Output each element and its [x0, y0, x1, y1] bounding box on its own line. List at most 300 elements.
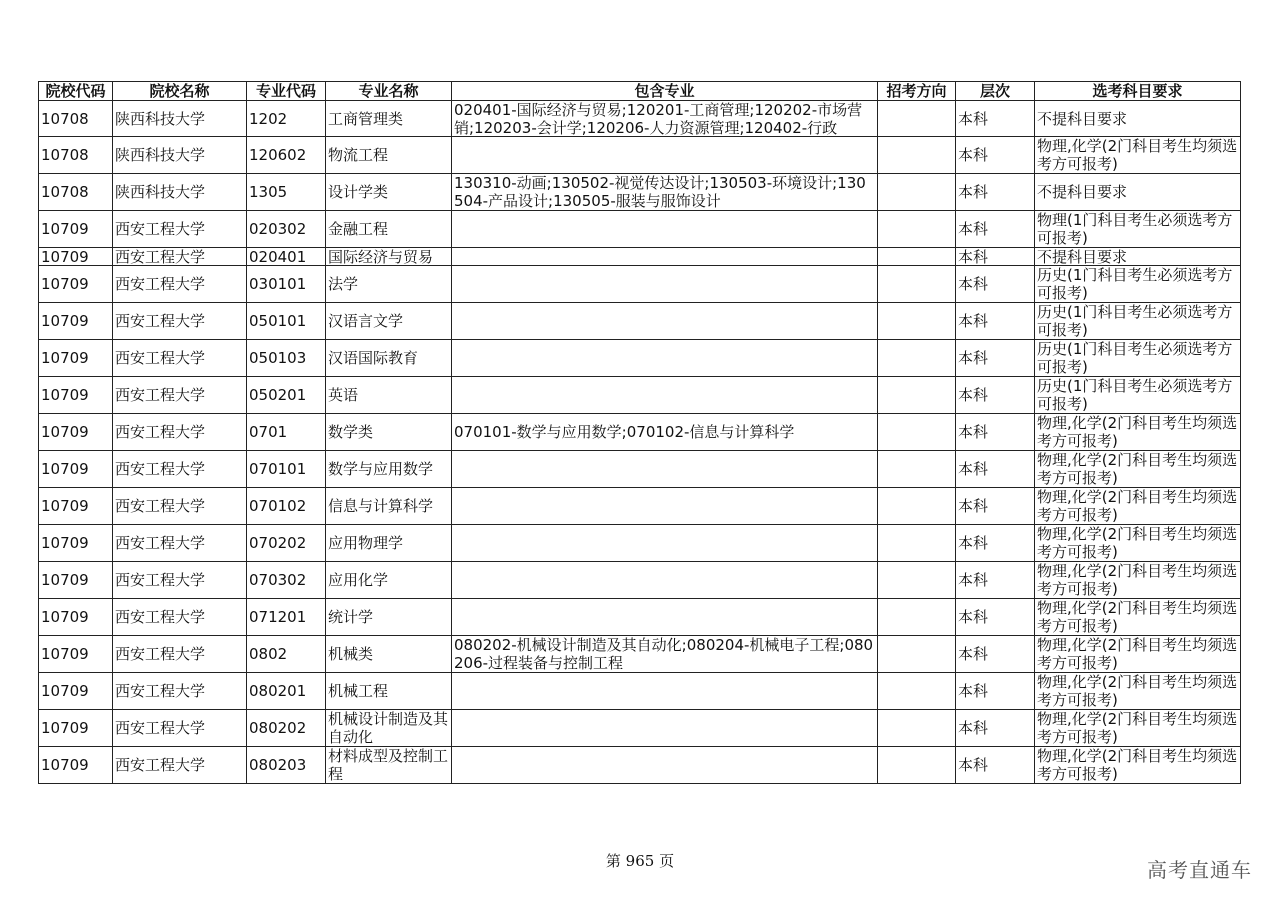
cell-school-name [113, 525, 247, 562]
cell-text: 陕西科技大学 [115, 183, 206, 201]
cell-school-code [39, 377, 113, 414]
cell-major-name [326, 174, 452, 211]
cell-level [956, 525, 1035, 562]
cell-school-name [113, 377, 247, 414]
cell-text: 物理,化学(2门科目考生均须选考方可报考) [1037, 451, 1238, 487]
cell-included-majors [452, 414, 878, 451]
cell-major-name [326, 673, 452, 710]
cell-school-name [113, 673, 247, 710]
cell-text: 西安工程大学 [115, 275, 206, 293]
cell-direction [878, 636, 956, 673]
cell-subject-requirement [1035, 451, 1241, 488]
cell-text: 历史(1门科目考生必须选考方可报考) [1037, 303, 1233, 339]
cell-school-name [113, 636, 247, 673]
cell-text: 10709 [41, 460, 89, 478]
cell-text: 历史(1门科目考生必须选考方可报考) [1037, 266, 1233, 302]
cell-text: 本科 [958, 275, 989, 293]
cell-text: 陕西科技大学 [115, 109, 206, 128]
cell-included-majors [452, 248, 878, 266]
cell-direction [878, 599, 956, 636]
cell-school-name [113, 248, 247, 266]
cell-major-code [247, 303, 326, 340]
cell-major-code [247, 211, 326, 248]
cell-level [956, 211, 1035, 248]
cell-text: 0701 [249, 423, 288, 441]
cell-level [956, 303, 1035, 340]
table-body [39, 101, 1241, 784]
cell-major-name [326, 747, 452, 784]
cell-major-code [247, 174, 326, 211]
cell-school-name [113, 599, 247, 636]
cell-text: 不提科目要求 [1037, 248, 1128, 265]
cell-text: 国际经济与贸易 [328, 248, 434, 265]
cell-major-code [247, 340, 326, 377]
cell-major-name [326, 599, 452, 636]
cell-level [956, 562, 1035, 599]
cell-level [956, 636, 1035, 673]
cell-school-name [113, 303, 247, 340]
header-direction: 招考方向 [878, 82, 956, 101]
cell-text: 西安工程大学 [115, 682, 206, 700]
cell-text: 西安工程大学 [115, 312, 206, 330]
cell-direction [878, 488, 956, 525]
cell-major-code [247, 710, 326, 747]
cell-text: 西安工程大学 [115, 719, 206, 737]
cell-level [956, 673, 1035, 710]
cell-included-majors [452, 673, 878, 710]
cell-major-code [247, 266, 326, 303]
cell-major-name [326, 488, 452, 525]
cell-text: 10709 [41, 275, 89, 293]
cell-included-majors [452, 525, 878, 562]
cell-school-name [113, 562, 247, 599]
table-row [39, 266, 1241, 303]
cell-major-name [326, 266, 452, 303]
cell-text: 应用物理学 [328, 534, 404, 552]
header-school-name: 院校名称 [113, 82, 247, 101]
cell-subject-requirement [1035, 488, 1241, 525]
cell-text: 070101-数学与应用数学;070102-信息与计算科学 [454, 423, 795, 441]
admissions-table [38, 81, 1241, 784]
cell-major-code [247, 599, 326, 636]
cell-direction [878, 101, 956, 137]
cell-direction [878, 562, 956, 599]
cell-text: 物流工程 [328, 146, 389, 164]
cell-text: 物理,化学(2门科目考生均须选考方可报考) [1037, 673, 1238, 709]
table-row [39, 248, 1241, 266]
cell-level [956, 340, 1035, 377]
cell-school-code [39, 174, 113, 211]
cell-major-code [247, 451, 326, 488]
cell-direction [878, 174, 956, 211]
cell-major-name [326, 636, 452, 673]
cell-text: 本科 [958, 571, 989, 589]
cell-text: 020401 [249, 248, 307, 265]
cell-major-name [326, 562, 452, 599]
cell-text: 070202 [249, 534, 307, 552]
cell-school-code [39, 266, 113, 303]
cell-major-name [326, 340, 452, 377]
cell-text: 10709 [41, 534, 89, 552]
table-row [39, 451, 1241, 488]
cell-text: 金融工程 [328, 220, 389, 238]
cell-level [956, 101, 1035, 137]
cell-school-code [39, 488, 113, 525]
cell-school-code [39, 525, 113, 562]
cell-text: 070302 [249, 571, 307, 589]
cell-direction [878, 525, 956, 562]
cell-text: 西安工程大学 [115, 248, 206, 265]
cell-major-name [326, 710, 452, 747]
cell-text: 10709 [41, 645, 89, 663]
cell-text: 本科 [958, 497, 989, 515]
cell-text: 数学与应用数学 [328, 460, 434, 478]
table-row [39, 673, 1241, 710]
header-level: 层次 [956, 82, 1035, 101]
cell-major-name [326, 525, 452, 562]
cell-text: 西安工程大学 [115, 423, 206, 441]
cell-subject-requirement [1035, 710, 1241, 747]
header-major-name: 专业名称 [326, 82, 452, 101]
cell-text: 本科 [958, 349, 989, 367]
cell-text: 本科 [958, 423, 989, 441]
header-included-majors: 包含专业 [452, 82, 878, 101]
cell-major-code [247, 673, 326, 710]
cell-school-code [39, 710, 113, 747]
cell-text: 10709 [41, 571, 89, 589]
cell-included-majors [452, 303, 878, 340]
cell-major-name [326, 101, 452, 137]
cell-direction [878, 211, 956, 248]
header-row [39, 82, 1241, 101]
cell-text: 信息与计算科学 [328, 497, 434, 515]
cell-text: 统计学 [328, 608, 374, 626]
cell-major-name [326, 414, 452, 451]
header-school-code: 院校代码 [39, 82, 113, 101]
cell-text: 物理,化学(2门科目考生均须选考方可报考) [1037, 599, 1238, 635]
cell-text: 020401-国际经济与贸易;120201-工商管理;120202-市场营销;120203-会计学;120206-人力资源管理;120402-行政 [454, 101, 863, 136]
cell-subject-requirement [1035, 137, 1241, 174]
cell-school-code [39, 414, 113, 451]
cell-text: 本科 [958, 719, 989, 737]
cell-text: 本科 [958, 608, 989, 626]
cell-major-code [247, 562, 326, 599]
cell-text: 030101 [249, 275, 307, 293]
cell-text: 10709 [41, 220, 89, 238]
cell-level [956, 747, 1035, 784]
table-row [39, 562, 1241, 599]
watermark-text: 高考直通车 [1147, 858, 1252, 882]
cell-included-majors [452, 488, 878, 525]
cell-major-name [326, 377, 452, 414]
cell-major-code [247, 137, 326, 174]
cell-school-code [39, 599, 113, 636]
cell-school-code [39, 562, 113, 599]
cell-school-code [39, 211, 113, 248]
table-row [39, 710, 1241, 747]
cell-text: 10709 [41, 386, 89, 404]
cell-included-majors [452, 266, 878, 303]
cell-major-code [247, 636, 326, 673]
cell-text: 10709 [41, 608, 89, 626]
cell-school-code [39, 340, 113, 377]
cell-subject-requirement [1035, 377, 1241, 414]
cell-text: 物理(1门科目考生必须选考方可报考) [1037, 211, 1233, 247]
cell-subject-requirement [1035, 747, 1241, 784]
cell-school-code [39, 636, 113, 673]
header-major-code: 专业代码 [247, 82, 326, 101]
cell-text: 本科 [958, 756, 989, 774]
cell-subject-requirement [1035, 248, 1241, 266]
cell-text: 汉语言文学 [328, 312, 404, 330]
cell-text: 080202-机械设计制造及其自动化;080204-机械电子工程;080206-过程装备与控制工程 [454, 636, 874, 672]
cell-text: 物理,化学(2门科目考生均须选考方可报考) [1037, 636, 1238, 672]
cell-text: 设计学类 [328, 183, 389, 201]
cell-text: 本科 [958, 386, 989, 404]
cell-included-majors [452, 137, 878, 174]
cell-school-name [113, 137, 247, 174]
cell-text: 本科 [958, 220, 989, 238]
cell-school-code [39, 451, 113, 488]
cell-text: 西安工程大学 [115, 645, 206, 663]
cell-major-name [326, 248, 452, 266]
table-row [39, 377, 1241, 414]
cell-text: 050103 [249, 349, 307, 367]
cell-text: 西安工程大学 [115, 608, 206, 626]
cell-text: 本科 [958, 534, 989, 552]
cell-subject-requirement [1035, 673, 1241, 710]
cell-school-code [39, 137, 113, 174]
table-row [39, 101, 1241, 137]
cell-text: 西安工程大学 [115, 497, 206, 515]
table-row [39, 636, 1241, 673]
table-row [39, 211, 1241, 248]
cell-text: 本科 [958, 109, 989, 128]
cell-included-majors [452, 562, 878, 599]
cell-included-majors [452, 710, 878, 747]
cell-direction [878, 414, 956, 451]
cell-subject-requirement [1035, 636, 1241, 673]
cell-included-majors [452, 211, 878, 248]
cell-subject-requirement [1035, 101, 1241, 137]
cell-text: 10709 [41, 423, 89, 441]
cell-text: 本科 [958, 460, 989, 478]
cell-direction [878, 451, 956, 488]
cell-school-name [113, 710, 247, 747]
cell-school-name [113, 451, 247, 488]
cell-text: 10708 [41, 109, 89, 128]
cell-direction [878, 710, 956, 747]
cell-school-name [113, 414, 247, 451]
cell-text: 10709 [41, 312, 89, 330]
cell-text: 070102 [249, 497, 307, 515]
cell-subject-requirement [1035, 414, 1241, 451]
cell-major-code [247, 377, 326, 414]
page-number: 第 965 页 [605, 852, 675, 870]
cell-text: 10708 [41, 146, 89, 164]
cell-included-majors [452, 101, 878, 137]
cell-major-code [247, 747, 326, 784]
cell-text: 机械类 [328, 645, 374, 663]
cell-direction [878, 248, 956, 266]
cell-major-code [247, 414, 326, 451]
table-row [39, 599, 1241, 636]
cell-school-code [39, 303, 113, 340]
table-row [39, 525, 1241, 562]
cell-major-code [247, 488, 326, 525]
cell-text: 080201 [249, 682, 307, 700]
cell-direction [878, 377, 956, 414]
cell-text: 130310-动画;130502-视觉传达设计;130503-环境设计;130504-产品设计;130505-服装与服饰设计 [454, 174, 866, 210]
cell-text: 不提科目要求 [1037, 183, 1128, 201]
cell-included-majors [452, 451, 878, 488]
cell-level [956, 414, 1035, 451]
table-row [39, 303, 1241, 340]
cell-direction [878, 340, 956, 377]
cell-major-name [326, 211, 452, 248]
cell-major-name [326, 303, 452, 340]
cell-text: 西安工程大学 [115, 756, 206, 774]
cell-school-name [113, 488, 247, 525]
cell-level [956, 266, 1035, 303]
cell-major-code [247, 101, 326, 137]
cell-text: 本科 [958, 248, 989, 265]
cell-major-code [247, 248, 326, 266]
cell-subject-requirement [1035, 340, 1241, 377]
cell-level [956, 488, 1035, 525]
cell-level [956, 248, 1035, 266]
cell-text: 10708 [41, 183, 89, 201]
table-row [39, 137, 1241, 174]
cell-text: 法学 [328, 275, 359, 293]
cell-text: 10709 [41, 682, 89, 700]
cell-school-name [113, 174, 247, 211]
cell-text: 1202 [249, 109, 288, 128]
cell-included-majors [452, 636, 878, 673]
cell-subject-requirement [1035, 303, 1241, 340]
cell-text: 020302 [249, 220, 307, 238]
cell-text: 本科 [958, 645, 989, 663]
cell-included-majors [452, 747, 878, 784]
cell-text: 汉语国际教育 [328, 349, 419, 367]
cell-major-name [326, 451, 452, 488]
cell-text: 本科 [958, 146, 989, 164]
cell-subject-requirement [1035, 266, 1241, 303]
cell-school-name [113, 747, 247, 784]
cell-text: 10709 [41, 756, 89, 774]
cell-text: 080202 [249, 719, 307, 737]
cell-direction [878, 137, 956, 174]
cell-text: 应用化学 [328, 571, 389, 589]
cell-level [956, 710, 1035, 747]
cell-school-name [113, 266, 247, 303]
cell-text: 10709 [41, 349, 89, 367]
table-row [39, 414, 1241, 451]
cell-text: 物理,化学(2门科目考生均须选考方可报考) [1037, 414, 1238, 450]
cell-text: 10709 [41, 719, 89, 737]
cell-text: 西安工程大学 [115, 220, 206, 238]
cell-school-code [39, 673, 113, 710]
cell-text: 120602 [249, 146, 307, 164]
cell-text: 陕西科技大学 [115, 146, 206, 164]
cell-included-majors [452, 340, 878, 377]
table-header [39, 82, 1241, 101]
cell-text: 071201 [249, 608, 307, 626]
cell-text: 机械设计制造及其自动化 [328, 710, 449, 746]
cell-direction [878, 266, 956, 303]
cell-text: 10709 [41, 497, 89, 515]
cell-text: 物理,化学(2门科目考生均须选考方可报考) [1037, 562, 1238, 598]
cell-text: 050201 [249, 386, 307, 404]
cell-text: 10709 [41, 248, 89, 265]
cell-major-code [247, 525, 326, 562]
cell-text: 历史(1门科目考生必须选考方可报考) [1037, 377, 1233, 413]
cell-subject-requirement [1035, 562, 1241, 599]
cell-text: 西安工程大学 [115, 386, 206, 404]
cell-text: 西安工程大学 [115, 349, 206, 367]
cell-direction [878, 673, 956, 710]
cell-text: 050101 [249, 312, 307, 330]
cell-level [956, 137, 1035, 174]
cell-text: 物理,化学(2门科目考生均须选考方可报考) [1037, 747, 1238, 783]
cell-text: 物理,化学(2门科目考生均须选考方可报考) [1037, 710, 1238, 746]
cell-text: 0802 [249, 645, 288, 663]
cell-text: 物理,化学(2门科目考生均须选考方可报考) [1037, 137, 1238, 173]
cell-subject-requirement [1035, 599, 1241, 636]
cell-text: 物理,化学(2门科目考生均须选考方可报考) [1037, 488, 1238, 524]
cell-text: 1305 [249, 183, 288, 201]
cell-school-name [113, 211, 247, 248]
cell-text: 080203 [249, 756, 307, 774]
cell-text: 数学类 [328, 423, 374, 441]
header-subject-requirement: 选考科目要求 [1035, 82, 1241, 101]
cell-text: 西安工程大学 [115, 571, 206, 589]
cell-text: 本科 [958, 682, 989, 700]
cell-text: 工商管理类 [328, 109, 404, 128]
cell-major-name [326, 137, 452, 174]
table-row [39, 488, 1241, 525]
cell-text: 西安工程大学 [115, 534, 206, 552]
cell-text: 西安工程大学 [115, 460, 206, 478]
cell-included-majors [452, 174, 878, 211]
cell-level [956, 377, 1035, 414]
cell-text: 070101 [249, 460, 307, 478]
cell-level [956, 174, 1035, 211]
cell-subject-requirement [1035, 174, 1241, 211]
cell-included-majors [452, 599, 878, 636]
cell-school-name [113, 101, 247, 137]
cell-subject-requirement [1035, 211, 1241, 248]
cell-text: 英语 [328, 386, 359, 404]
table-row [39, 340, 1241, 377]
cell-text: 机械工程 [328, 682, 389, 700]
cell-text: 物理,化学(2门科目考生均须选考方可报考) [1037, 525, 1238, 561]
cell-school-name [113, 340, 247, 377]
cell-text: 历史(1门科目考生必须选考方可报考) [1037, 340, 1233, 376]
table-row [39, 174, 1241, 211]
cell-text: 本科 [958, 312, 989, 330]
cell-level [956, 599, 1035, 636]
cell-school-code [39, 248, 113, 266]
cell-text: 本科 [958, 183, 989, 201]
cell-subject-requirement [1035, 525, 1241, 562]
cell-level [956, 451, 1035, 488]
cell-included-majors [452, 377, 878, 414]
cell-text: 不提科目要求 [1037, 109, 1128, 128]
cell-direction [878, 303, 956, 340]
cell-text: 材料成型及控制工程 [328, 747, 449, 783]
table-row [39, 747, 1241, 784]
